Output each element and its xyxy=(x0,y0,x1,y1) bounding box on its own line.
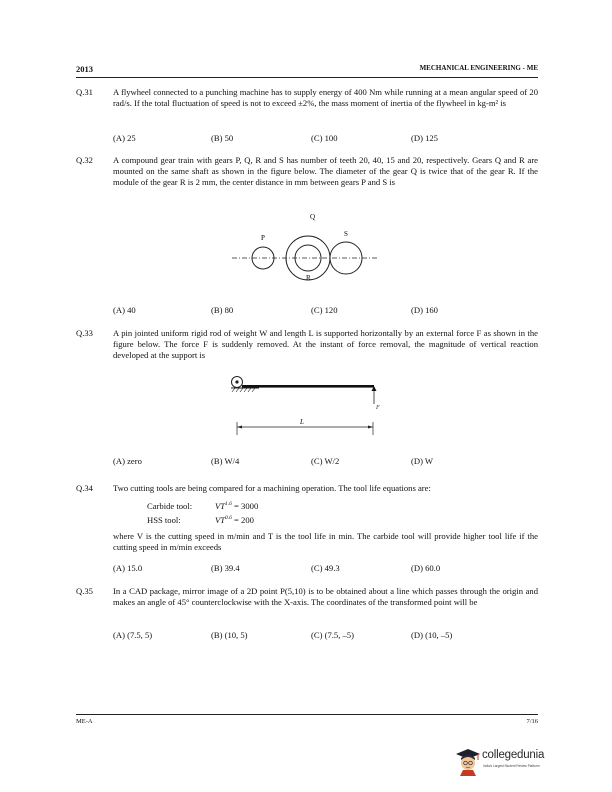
question-35 xyxy=(76,586,538,608)
option-d[interactable]: (D) 125 xyxy=(411,133,438,143)
question-number: Q.34 xyxy=(76,483,93,493)
option-d[interactable]: (D) (10, –5) xyxy=(411,630,453,640)
option-d[interactable]: (D) 160 xyxy=(411,305,438,315)
option-a[interactable]: (A) 15.0 xyxy=(113,563,143,573)
question-text: In a CAD package, mirror image of a 2D point P(5,10) is to be obtained about a line which passes through the origin and makes an angle of 45° counterclockwise with the X-axis. The coordinates of the transformed point will be xyxy=(113,586,538,607)
collegedunia-logo[interactable] xyxy=(455,746,555,776)
question-number: Q.31 xyxy=(76,87,93,97)
equation-label: Carbide tool: xyxy=(147,501,193,511)
option-a[interactable]: (A) 25 xyxy=(113,133,136,143)
label-q: Q xyxy=(310,213,316,221)
branch-title: MECHANICAL ENGINEERING - ME xyxy=(419,64,538,72)
option-d[interactable]: (D) W xyxy=(411,456,434,466)
header-rule xyxy=(76,77,538,78)
option-c[interactable]: (C) (7.5, –5) xyxy=(311,630,354,640)
option-b[interactable]: (B) W/4 xyxy=(211,456,240,466)
question-text: where V is the cutting speed in m/min and T is the tool life in min. The carbide tool will provide higher tool life if the cutting speed in m/min exceeds xyxy=(113,531,538,552)
question-number: Q.33 xyxy=(76,328,93,338)
footer-rule xyxy=(76,714,538,715)
paper-code: ME-A xyxy=(76,718,93,725)
option-c[interactable]: (C) W/2 xyxy=(311,456,340,466)
page-header xyxy=(76,64,538,78)
option-a[interactable]: (A) (7.5, 5) xyxy=(113,630,153,640)
options-35 xyxy=(113,630,538,642)
option-a[interactable]: (A) 40 xyxy=(113,305,136,315)
label-p: P xyxy=(261,234,265,242)
logo-name: collegedunia xyxy=(482,749,545,761)
question-text: A pin jointed uniform rigid rod of weight W and length L is supported horizontally by an external force F as shown in the figure below. The force F is suddenly removed. At the instant of force removal, the magnitude of vertical reaction developed at the support is xyxy=(113,328,538,360)
rod xyxy=(242,385,374,388)
gear-r xyxy=(295,245,321,271)
option-b[interactable]: (B) (10, 5) xyxy=(211,630,248,640)
question-text: Two cutting tools are being compared for a machining operation. The tool life equations are: xyxy=(113,483,431,493)
question-number: Q.32 xyxy=(76,155,93,165)
exam-year: 2013 xyxy=(76,64,93,74)
question-34-continued xyxy=(76,531,538,553)
options-33 xyxy=(113,456,538,468)
pinned-rod-figure xyxy=(225,372,385,442)
options-34 xyxy=(113,563,538,575)
question-32 xyxy=(76,155,538,188)
graduate-mascot-icon xyxy=(455,746,481,776)
options-32 xyxy=(113,305,538,317)
option-c[interactable]: (C) 49.3 xyxy=(311,563,340,573)
option-b[interactable]: (B) 80 xyxy=(211,305,234,315)
question-number: Q.35 xyxy=(76,586,93,596)
option-c[interactable]: (C) 120 xyxy=(311,305,338,315)
question-33 xyxy=(76,328,538,361)
question-34 xyxy=(76,483,538,494)
page-number: 7/16 xyxy=(526,718,538,725)
label-r: R xyxy=(306,274,311,282)
length-label: L xyxy=(300,418,304,426)
equation-label: HSS tool: xyxy=(147,515,181,525)
option-a[interactable]: (A) zero xyxy=(113,456,142,466)
logo-tagline: India's Largest Student Review Platform xyxy=(483,764,540,768)
option-b[interactable]: (B) 39.4 xyxy=(211,563,240,573)
gear-train-figure xyxy=(230,208,380,284)
option-b[interactable]: (B) 50 xyxy=(211,133,234,143)
option-d[interactable]: (D) 60.0 xyxy=(411,563,441,573)
label-s: S xyxy=(344,230,348,238)
force-label: F xyxy=(376,405,380,411)
question-31 xyxy=(76,87,538,109)
options-31 xyxy=(113,133,538,145)
option-c[interactable]: (C) 100 xyxy=(311,133,338,143)
question-text: A compound gear train with gears P, Q, R and S has number of teeth 20, 40, 15 and 20, respectively. Gears Q and R are mounted on the same shaft as shown in the figure below. The diameter of the gear Q is twice that of the gear R. If the module of the gear R is 2 mm, the center distance in mm between gears P and S is xyxy=(113,155,538,187)
question-text: A flywheel connected to a punching machine has to supply energy of 400 Nm while running at a mean angular speed of 20 rad/s. If the total fluctuation of speed is not to exceed ±2%, the mass moment of inertia of the flywheel in kg-m² is xyxy=(113,87,538,108)
